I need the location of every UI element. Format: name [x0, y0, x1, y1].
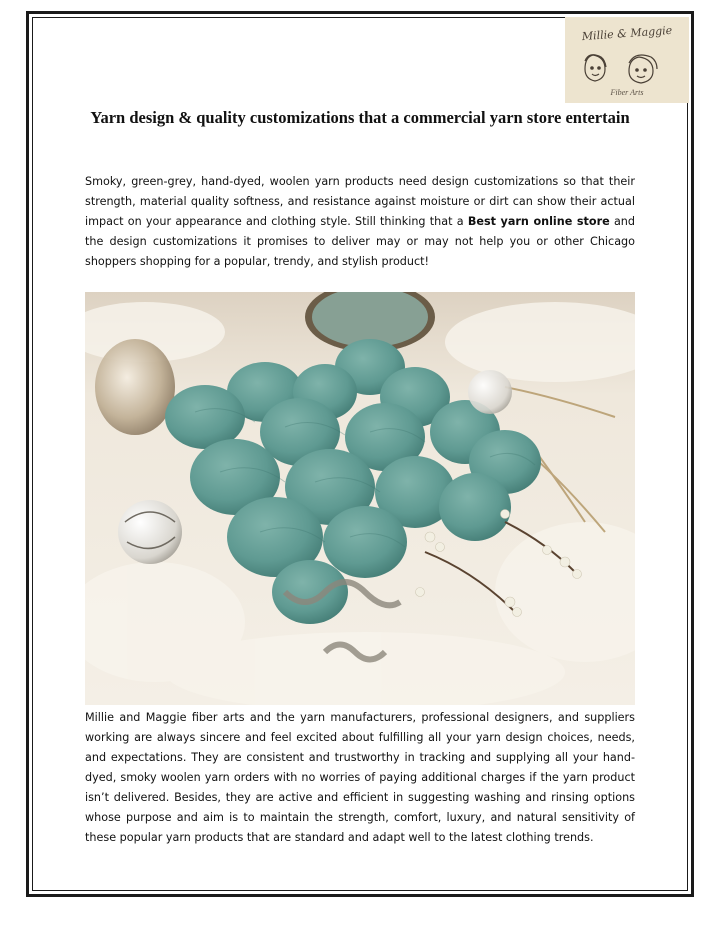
logo-brand-name: Millie & Maggie: [581, 23, 673, 44]
brand-logo[interactable]: [565, 17, 689, 103]
best-yarn-store-link[interactable]: Best yarn online store: [467, 215, 610, 228]
logo-tagline: Fiber Arts: [610, 88, 644, 97]
body-paragraph: Millie and Maggie fiber arts and the yarn manufacturers, professional designers, and suppliers working are always sincere and feel excited about fulfilling all your yarn design choices, needs, and expectations. They are consistent and trustworthy in tracking and supplying all your hand-dyed, smoky woolen yarn orders with no worries of paying additional charges if the yarn product isn’t delivered. Besides, they are active and efficient in suggesting washing and rinsing options whose purpose and aim is to maintain the strength, comfort, luxury, and natural sensitivity of these popular yarn products that are standard and adapt well to the latest clothing trends.: [85, 711, 635, 844]
intro-text-end: and the design customizations it promises to deliver may or may not help you or other Chicago shoppers shopping for a popular, trendy, and stylish product!: [85, 215, 635, 268]
article-heading: Yarn design & quality customizations that a commercial yarn store entertain: [90, 108, 630, 127]
two-faces-icon: [579, 47, 675, 87]
yarn-skeins-photo: [85, 292, 635, 705]
yarn-photo-illustration: [85, 292, 635, 705]
intro-paragraph: [85, 172, 635, 272]
intro-text-start: Smoky, green-grey, hand-dyed, woolen yarn products need design customizations so that their strength, material quality softness, and resistance against moisture or dirt can show their actual impact on your appearance and clothing style. Still thinking that a: [85, 175, 635, 228]
